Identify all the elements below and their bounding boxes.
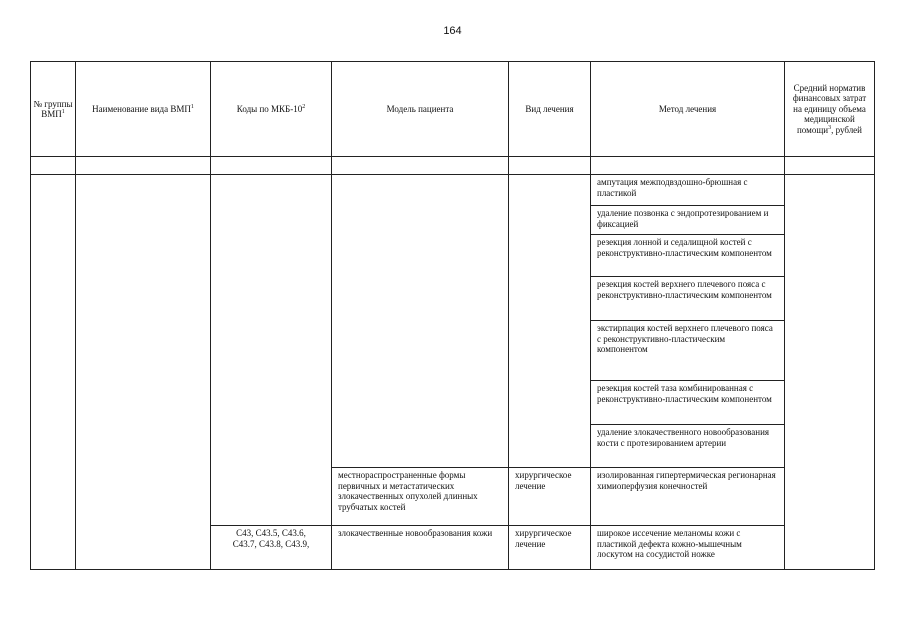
treatment-method-cell: резекция лонной и седалищной костей с реконструктивно-пластическим компонентом — [597, 237, 772, 258]
treatment-method-cell: резекция костей таза комбинированная с реконструктивно-пластическим компонентом — [597, 383, 772, 404]
header-treatment-type: Вид лечения — [525, 103, 574, 114]
page-number: 164 — [443, 25, 462, 37]
blank-row-rule — [30, 174, 875, 175]
treatment-method-cell: ампутация межподвздошно-брюшная с пластикой — [597, 177, 748, 198]
column-rule — [874, 61, 875, 570]
treatment-method-cell: удаление злокачественного новообразования кости с протезированием артерии — [597, 427, 770, 448]
patient-model-cell: местнораспространенные формы первичных и метастатических злокачественных опухолей длинных трубчатых костей — [338, 470, 478, 512]
header-vmp-name: Наименование вида ВМП$^1$ — [92, 103, 194, 114]
header-group-no: № группы ВМП$^1$ — [33, 98, 73, 119]
patient-model-cell: злокачественные новообразования кожи — [338, 528, 493, 538]
header-avg-cost: Средний норматив финансовых затрат на единицу объема медицинской помощи$^3$, рублей — [792, 82, 867, 135]
treatment-method-cell: широкое иссечение меланомы кожи с пластикой дефекта кожно-мышечным лоскутом на сосудистой ножке — [597, 528, 742, 559]
table-border-bottom — [30, 569, 875, 570]
header-bottom-rule — [30, 156, 875, 157]
treatment-method-cell: изолированная гипертермическая регионарная химиоперфузия конечностей — [597, 470, 776, 491]
header-patient-model: Модель пациента — [386, 103, 454, 114]
method-rule — [590, 276, 784, 277]
method-rule — [590, 205, 784, 206]
treatment-method-cell: резекция костей верхнего плечевого пояса с реконструктивно-пластическим компонентом — [597, 279, 772, 300]
treatment-method-cell: экстирпация костей верхнего плечевого пояса с реконструктивно-пластическим компонентом — [597, 323, 773, 354]
method-rule — [590, 380, 784, 381]
treatment-type-cell: хирургическое лечение — [515, 528, 572, 549]
header-mkb-codes: Коды по МКБ-$10^2$ — [236, 103, 306, 114]
method-rule — [590, 234, 784, 235]
method-rule — [590, 424, 784, 425]
header-treatment-method: Метод лечения — [658, 103, 717, 114]
row-rule — [331, 467, 784, 468]
mkb-codes-cell: С43, С43.5, С43.6, С43.7, С43.8, С43.9, — [232, 528, 310, 549]
treatment-method-cell: удаление позвонка с эндопротезированием и фиксацией — [597, 208, 769, 229]
row-rule — [210, 525, 784, 526]
method-rule — [590, 320, 784, 321]
treatment-type-cell: хирургическое лечение — [515, 470, 572, 491]
